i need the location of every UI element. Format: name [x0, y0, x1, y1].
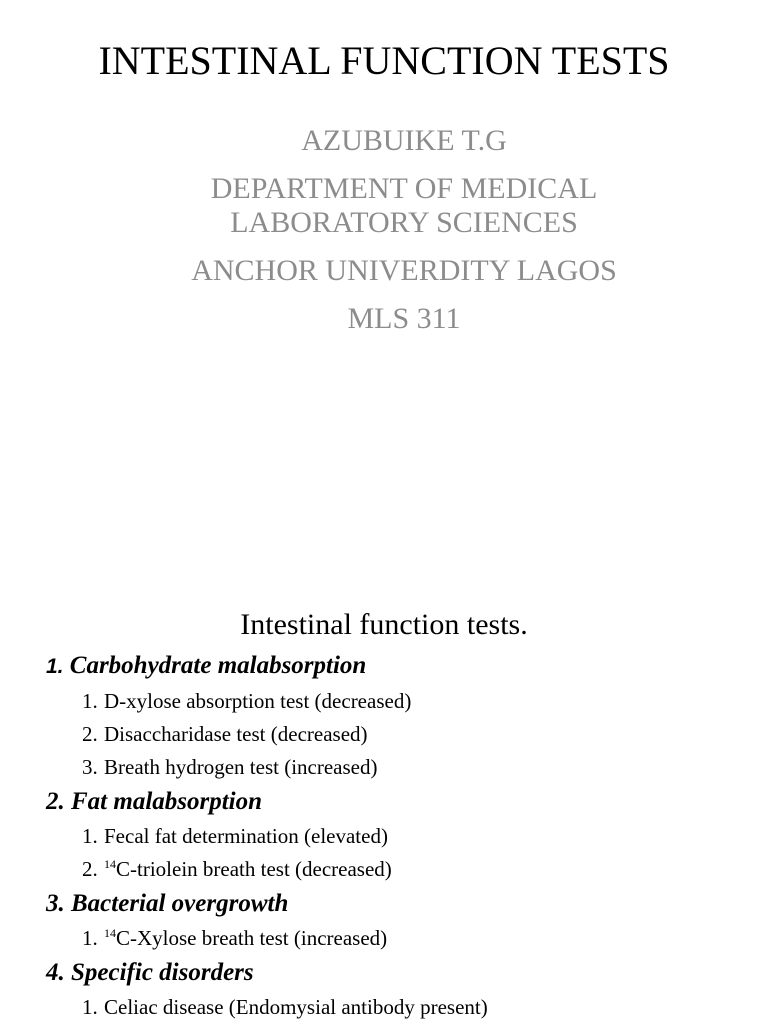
item-number: 3. [82, 755, 98, 779]
department [40, 172, 768, 240]
section-title: Specific disorders [71, 959, 254, 986]
list-item [46, 853, 756, 886]
item-text: C-triolein breath test (decreased) [116, 857, 392, 881]
section-heading [46, 886, 756, 922]
section-title: Fat malabsorption [71, 788, 263, 815]
section-number: 4. [46, 959, 65, 986]
item-text: D-xylose absorption test (decreased) [104, 689, 412, 713]
list-item [46, 991, 756, 1024]
content-slide-title: Intestinal function tests. [240, 608, 528, 641]
item-number: 2. [82, 857, 98, 881]
item-number: 1. [82, 926, 98, 950]
slide-subtitle [40, 124, 768, 350]
item-text: Breath hydrogen test (increased) [104, 755, 378, 779]
item-number: 1. [82, 689, 98, 713]
course-code: MLS 311 [347, 302, 461, 335]
section-title: Carbohydrate malabsorption [69, 652, 367, 679]
list-item [46, 751, 756, 784]
section-heading [46, 648, 756, 685]
institution: ANCHOR UNIVERDITY LAGOS [191, 254, 617, 287]
item-text: Celiac disease (Endomysial antibody present) [104, 995, 488, 1019]
section-number: 3. [46, 890, 65, 917]
isotope-superscript: 14 [104, 926, 116, 940]
isotope-superscript: 14 [104, 857, 116, 871]
section-number: 1. [46, 655, 64, 678]
list-item [46, 685, 756, 718]
section-heading [46, 955, 756, 991]
item-text: Disaccharidase test (decreased) [104, 722, 368, 746]
slide-title: INTESTINAL FUNCTION TESTS [98, 38, 670, 83]
department-line-2: LABORATORY SCIENCES [230, 206, 578, 239]
list-item [46, 922, 756, 955]
list-item [46, 820, 756, 853]
section-title: Bacterial overgrowth [71, 890, 289, 917]
test-list [46, 648, 756, 1024]
item-number: 1. [82, 824, 98, 848]
department-line-1: DEPARTMENT OF MEDICAL [210, 172, 598, 205]
author-name: AZUBUIKE T.G [301, 124, 507, 157]
item-text: Fecal fat determination (elevated) [104, 824, 388, 848]
item-number: 2. [82, 722, 98, 746]
list-item [46, 718, 756, 751]
item-number: 1. [82, 995, 98, 1019]
section-number: 2. [46, 788, 65, 815]
section-heading [46, 784, 756, 820]
item-text: C-Xylose breath test (increased) [116, 926, 388, 950]
